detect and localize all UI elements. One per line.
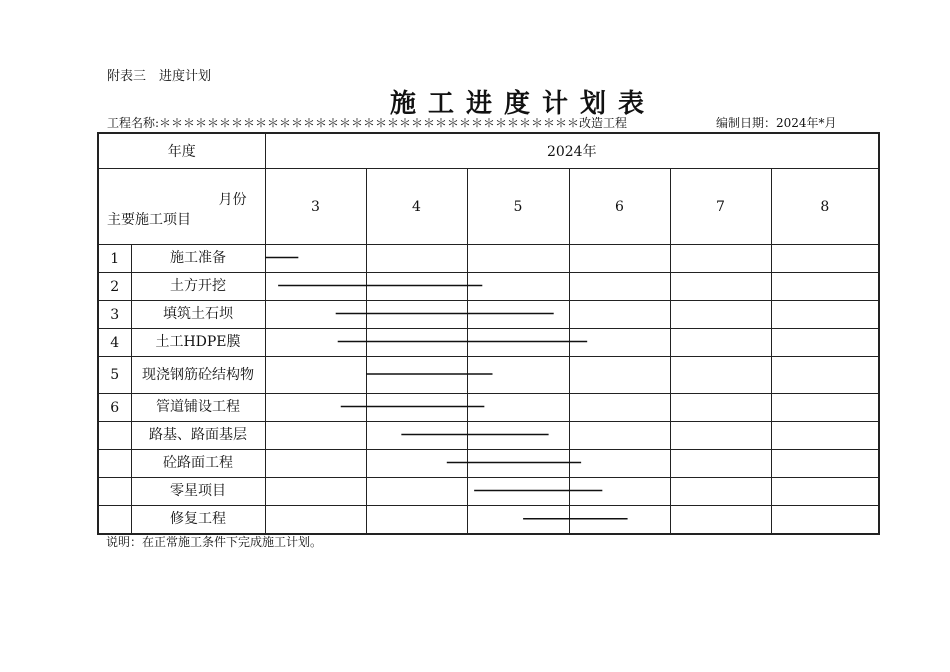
month-slot bbox=[670, 422, 771, 450]
project-name: 工程名称:＊＊＊＊＊＊＊＊＊＊＊＊＊＊＊＊＊＊＊＊＊＊＊＊＊＊＊＊＊＊＊＊＊＊＊改造工程 bbox=[107, 116, 628, 130]
month-slot bbox=[265, 450, 366, 478]
month-slot bbox=[366, 506, 467, 535]
month-slot bbox=[569, 450, 670, 478]
item-name: 砼路面工程 bbox=[131, 450, 265, 478]
table-row bbox=[98, 422, 879, 450]
month-slot bbox=[467, 422, 569, 450]
month-slot bbox=[265, 394, 366, 422]
month-slot bbox=[771, 422, 879, 450]
row-number: 6 bbox=[98, 394, 131, 422]
month-slot bbox=[771, 301, 879, 329]
month-slot bbox=[467, 478, 569, 506]
month-slot bbox=[771, 329, 879, 357]
month-slot bbox=[569, 273, 670, 301]
month-cell: 7 bbox=[670, 169, 771, 245]
item-name: 零星项目 bbox=[131, 478, 265, 506]
table-row bbox=[98, 329, 879, 357]
month-slot bbox=[771, 506, 879, 535]
appendix-label: 附表三 进度计划 bbox=[107, 69, 212, 84]
footnote: 说明：在正常施工条件下完成施工计划。 bbox=[106, 535, 323, 549]
schedule-table bbox=[97, 132, 880, 535]
month-slot bbox=[569, 478, 670, 506]
month-slot bbox=[670, 394, 771, 422]
table-row bbox=[98, 450, 879, 478]
item-name: 施工准备 bbox=[131, 245, 265, 273]
month-slot bbox=[467, 301, 569, 329]
page-title: 施工进度计划表 bbox=[390, 89, 657, 119]
row-number: 3 bbox=[98, 301, 131, 329]
month-slot bbox=[366, 394, 467, 422]
compile-date: 编制日期：2024年*月 bbox=[716, 116, 837, 130]
month-slot bbox=[366, 478, 467, 506]
month-slot bbox=[265, 506, 366, 535]
month-slot bbox=[569, 506, 670, 535]
item-name: 填筑土石坝 bbox=[131, 301, 265, 329]
month-slot bbox=[670, 301, 771, 329]
month-slot bbox=[265, 478, 366, 506]
month-cell: 3 bbox=[265, 169, 366, 245]
table-row bbox=[98, 478, 879, 506]
month-slot bbox=[771, 394, 879, 422]
month-slot bbox=[569, 245, 670, 273]
month-slot bbox=[366, 422, 467, 450]
row-number bbox=[98, 506, 131, 535]
item-name: 土工HDPE膜 bbox=[131, 329, 265, 357]
month-slot bbox=[569, 357, 670, 394]
month-slot bbox=[670, 506, 771, 535]
month-slot bbox=[366, 329, 467, 357]
month-slot bbox=[467, 450, 569, 478]
item-name: 修复工程 bbox=[131, 506, 265, 535]
month-slot bbox=[670, 245, 771, 273]
row-number: 2 bbox=[98, 273, 131, 301]
row-number: 4 bbox=[98, 329, 131, 357]
month-slot bbox=[467, 273, 569, 301]
month-slot bbox=[569, 422, 670, 450]
month-slot bbox=[265, 357, 366, 394]
table-row bbox=[98, 301, 879, 329]
month-slot bbox=[265, 273, 366, 301]
row-number bbox=[98, 478, 131, 506]
month-slot bbox=[467, 357, 569, 394]
year-value-cell: 2024年 bbox=[265, 133, 879, 169]
month-slot bbox=[265, 245, 366, 273]
month-slot bbox=[265, 422, 366, 450]
month-cell: 6 bbox=[569, 169, 670, 245]
item-name: 土方开挖 bbox=[131, 273, 265, 301]
month-slot bbox=[771, 450, 879, 478]
month-slot bbox=[670, 478, 771, 506]
month-slot bbox=[569, 301, 670, 329]
row-number bbox=[98, 450, 131, 478]
month-slot bbox=[265, 329, 366, 357]
month-cell: 8 bbox=[771, 169, 879, 245]
table-row bbox=[98, 506, 879, 535]
month-slot bbox=[366, 357, 467, 394]
item-name: 管道铺设工程 bbox=[131, 394, 265, 422]
table-row bbox=[98, 394, 879, 422]
table-row bbox=[98, 245, 879, 273]
row-number: 5 bbox=[98, 357, 131, 394]
month-slot bbox=[771, 478, 879, 506]
month-slot bbox=[467, 245, 569, 273]
month-slot bbox=[569, 329, 670, 357]
month-cell: 4 bbox=[366, 169, 467, 245]
row-number: 1 bbox=[98, 245, 131, 273]
month-slot bbox=[366, 450, 467, 478]
month-slot bbox=[265, 301, 366, 329]
month-label: 月份 bbox=[218, 192, 247, 208]
month-slot bbox=[467, 394, 569, 422]
header-corner-cell bbox=[98, 169, 265, 245]
table-row bbox=[98, 273, 879, 301]
month-slot bbox=[771, 245, 879, 273]
year-header-cell: 年度 bbox=[98, 133, 265, 169]
items-label: 主要施工项目 bbox=[107, 212, 191, 228]
month-slot bbox=[467, 506, 569, 535]
month-cell: 5 bbox=[467, 169, 569, 245]
table-row bbox=[98, 357, 879, 394]
month-slot bbox=[467, 329, 569, 357]
month-slot bbox=[569, 394, 670, 422]
month-slot bbox=[366, 301, 467, 329]
month-slot bbox=[366, 273, 467, 301]
month-slot bbox=[670, 273, 771, 301]
row-number bbox=[98, 422, 131, 450]
item-name: 现浇钢筋砼结构物 bbox=[131, 357, 265, 394]
month-slot bbox=[670, 357, 771, 394]
month-slot bbox=[670, 329, 771, 357]
month-slot bbox=[771, 357, 879, 394]
month-slot bbox=[670, 450, 771, 478]
month-slot bbox=[771, 273, 879, 301]
month-slot bbox=[366, 245, 467, 273]
item-name: 路基、路面基层 bbox=[131, 422, 265, 450]
